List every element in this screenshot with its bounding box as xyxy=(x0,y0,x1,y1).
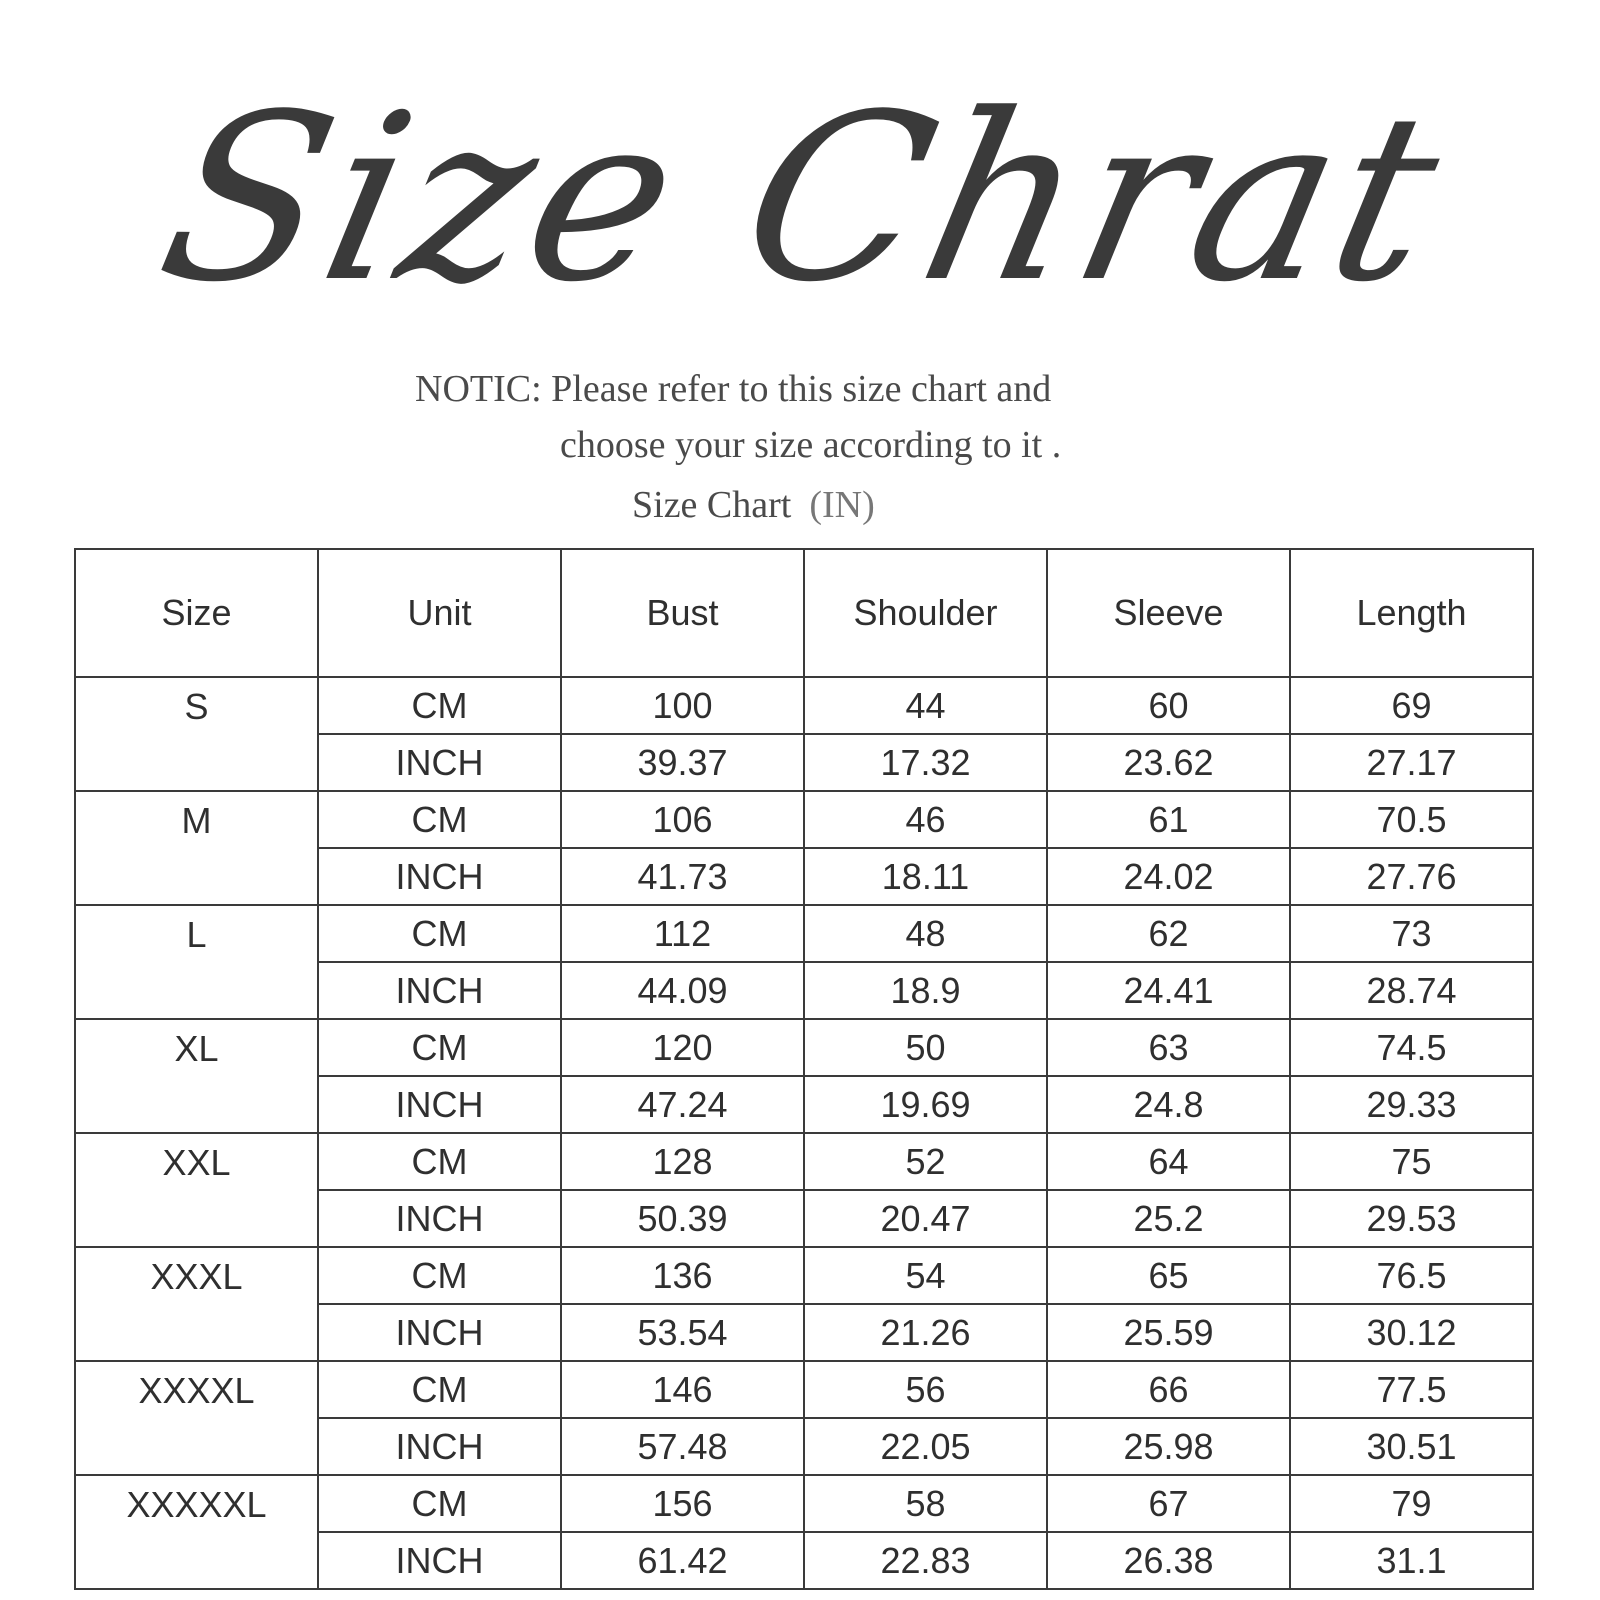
unit-cell: INCH xyxy=(318,848,561,905)
table-row xyxy=(75,905,1533,962)
size-cell: XXXXXL xyxy=(75,1475,318,1589)
table-row xyxy=(75,1475,1533,1532)
shoulder-cell: 18.9 xyxy=(804,962,1047,1019)
notice-line-1: NOTIC: Please refer to this size chart and xyxy=(415,368,1052,410)
bust-cell: 57.48 xyxy=(561,1418,804,1475)
table-row xyxy=(75,791,1533,848)
shoulder-cell: 58 xyxy=(804,1475,1047,1532)
sleeve-cell: 62 xyxy=(1047,905,1290,962)
unit-cell: CM xyxy=(318,1475,561,1532)
bust-cell: 100 xyxy=(561,677,804,734)
shoulder-cell: 18.11 xyxy=(804,848,1047,905)
sleeve-cell: 63 xyxy=(1047,1019,1290,1076)
unit-cell: CM xyxy=(318,1133,561,1190)
size-cell: XXXXL xyxy=(75,1361,318,1475)
length-cell: 27.17 xyxy=(1290,734,1533,791)
length-cell: 77.5 xyxy=(1290,1361,1533,1418)
bust-cell: 44.09 xyxy=(561,962,804,1019)
bust-cell: 146 xyxy=(561,1361,804,1418)
sleeve-cell: 23.62 xyxy=(1047,734,1290,791)
sleeve-cell: 25.59 xyxy=(1047,1304,1290,1361)
length-cell: 69 xyxy=(1290,677,1533,734)
shoulder-cell: 22.05 xyxy=(804,1418,1047,1475)
sleeve-cell: 25.2 xyxy=(1047,1190,1290,1247)
header-shoulder: Shoulder xyxy=(804,549,1047,677)
sleeve-cell: 24.41 xyxy=(1047,962,1290,1019)
size-cell: XL xyxy=(75,1019,318,1133)
shoulder-cell: 22.83 xyxy=(804,1532,1047,1589)
size-table xyxy=(74,548,1534,1590)
length-cell: 27.76 xyxy=(1290,848,1533,905)
length-cell: 29.53 xyxy=(1290,1190,1533,1247)
unit-cell: INCH xyxy=(318,1532,561,1589)
size-cell: XXL xyxy=(75,1133,318,1247)
shoulder-cell: 46 xyxy=(804,791,1047,848)
table-body xyxy=(75,677,1533,1589)
shoulder-cell: 56 xyxy=(804,1361,1047,1418)
sleeve-cell: 24.8 xyxy=(1047,1076,1290,1133)
header-length: Length xyxy=(1290,549,1533,677)
bust-cell: 136 xyxy=(561,1247,804,1304)
length-cell: 30.12 xyxy=(1290,1304,1533,1361)
bust-cell: 47.24 xyxy=(561,1076,804,1133)
length-cell: 70.5 xyxy=(1290,791,1533,848)
sleeve-cell: 66 xyxy=(1047,1361,1290,1418)
shoulder-cell: 17.32 xyxy=(804,734,1047,791)
sleeve-cell: 25.98 xyxy=(1047,1418,1290,1475)
unit-cell: CM xyxy=(318,1361,561,1418)
sleeve-cell: 64 xyxy=(1047,1133,1290,1190)
header-unit: Unit xyxy=(318,549,561,677)
length-cell: 30.51 xyxy=(1290,1418,1533,1475)
shoulder-cell: 44 xyxy=(804,677,1047,734)
length-cell: 79 xyxy=(1290,1475,1533,1532)
bust-cell: 39.37 xyxy=(561,734,804,791)
table-row xyxy=(75,677,1533,734)
unit-cell: INCH xyxy=(318,1190,561,1247)
bust-cell: 106 xyxy=(561,791,804,848)
length-cell: 73 xyxy=(1290,905,1533,962)
unit-cell: CM xyxy=(318,677,561,734)
shoulder-cell: 48 xyxy=(804,905,1047,962)
unit-cell: INCH xyxy=(318,1076,561,1133)
size-cell: S xyxy=(75,677,318,791)
unit-cell: CM xyxy=(318,791,561,848)
sleeve-cell: 24.02 xyxy=(1047,848,1290,905)
bust-cell: 120 xyxy=(561,1019,804,1076)
bust-cell: 61.42 xyxy=(561,1532,804,1589)
shoulder-cell: 50 xyxy=(804,1019,1047,1076)
unit-cell: CM xyxy=(318,1247,561,1304)
chart-unit-label: (IN) xyxy=(809,484,875,526)
sleeve-cell: 65 xyxy=(1047,1247,1290,1304)
table-row xyxy=(75,1361,1533,1418)
bust-cell: 112 xyxy=(561,905,804,962)
header-size: Size xyxy=(75,549,318,677)
table-row xyxy=(75,1247,1533,1304)
notice-line-2: choose your size according to it . xyxy=(560,424,1062,466)
chart-label-text: Size Chart xyxy=(632,484,792,526)
header-bust: Bust xyxy=(561,549,804,677)
bust-cell: 53.54 xyxy=(561,1304,804,1361)
size-cell: XXXL xyxy=(75,1247,318,1361)
sleeve-cell: 67 xyxy=(1047,1475,1290,1532)
shoulder-cell: 20.47 xyxy=(804,1190,1047,1247)
length-cell: 76.5 xyxy=(1290,1247,1533,1304)
bust-cell: 128 xyxy=(561,1133,804,1190)
size-cell: L xyxy=(75,905,318,1019)
bust-cell: 50.39 xyxy=(561,1190,804,1247)
shoulder-cell: 52 xyxy=(804,1133,1047,1190)
bust-cell: 156 xyxy=(561,1475,804,1532)
page-title: Size Chrat xyxy=(141,66,1464,333)
header-sleeve: Sleeve xyxy=(1047,549,1290,677)
length-cell: 28.74 xyxy=(1290,962,1533,1019)
bust-cell: 41.73 xyxy=(561,848,804,905)
shoulder-cell: 54 xyxy=(804,1247,1047,1304)
size-cell: M xyxy=(75,791,318,905)
unit-cell: INCH xyxy=(318,734,561,791)
chart-label xyxy=(632,483,875,527)
sleeve-cell: 60 xyxy=(1047,677,1290,734)
table-row xyxy=(75,1133,1533,1190)
sleeve-cell: 26.38 xyxy=(1047,1532,1290,1589)
length-cell: 75 xyxy=(1290,1133,1533,1190)
unit-cell: CM xyxy=(318,1019,561,1076)
table-header-row xyxy=(75,549,1533,677)
sleeve-cell: 61 xyxy=(1047,791,1290,848)
length-cell: 74.5 xyxy=(1290,1019,1533,1076)
unit-cell: CM xyxy=(318,905,561,962)
shoulder-cell: 21.26 xyxy=(804,1304,1047,1361)
length-cell: 31.1 xyxy=(1290,1532,1533,1589)
unit-cell: INCH xyxy=(318,1304,561,1361)
shoulder-cell: 19.69 xyxy=(804,1076,1047,1133)
length-cell: 29.33 xyxy=(1290,1076,1533,1133)
unit-cell: INCH xyxy=(318,962,561,1019)
unit-cell: INCH xyxy=(318,1418,561,1475)
table-row xyxy=(75,1019,1533,1076)
